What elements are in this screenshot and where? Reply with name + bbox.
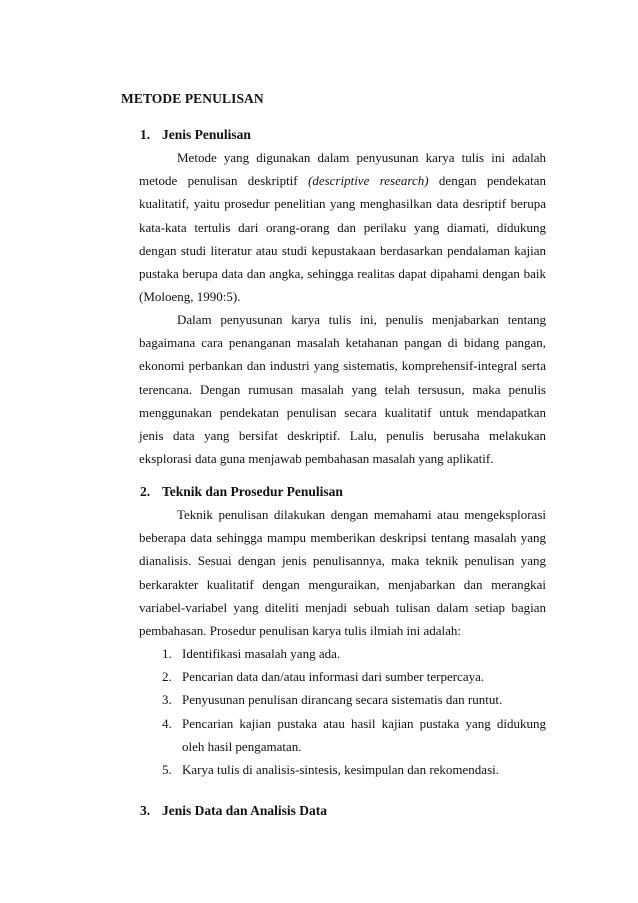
list-text: Identifikasi masalah yang ada. bbox=[182, 646, 341, 661]
list-item bbox=[162, 758, 546, 781]
section-title: Jenis Data dan Analisis Data bbox=[162, 803, 328, 818]
list-text: Pencarian kajian pustaka atau hasil kajian pustaka yang didukung oleh hasil pengamatan. bbox=[182, 715, 546, 754]
list-number: 5. bbox=[162, 762, 172, 778]
section-number: 1. bbox=[140, 127, 151, 142]
section-heading-1 bbox=[140, 127, 251, 143]
section-title: Teknik dan Prosedur Penulisan bbox=[162, 484, 343, 499]
section-number: 2. bbox=[140, 484, 151, 499]
list-number: 4. bbox=[162, 715, 172, 731]
chapter-title: METODE PENULISAN bbox=[121, 91, 264, 106]
paragraph-2 bbox=[139, 308, 546, 470]
paragraph-text: Metode yang digunakan dalam penyusunan karya tulis ini adalah metode penulisan deskriptif bbox=[139, 150, 546, 189]
list-item bbox=[162, 665, 546, 688]
list-number: 3. bbox=[162, 692, 172, 708]
paragraph-text: Dalam penyusunan karya tulis ini, penulis menjabarkan tentang bagaimana cara penanganan masalah ketahanan pangan di bidang pangan, ekonomi perbankan dan industri yang sistematis, komprehensif-integral serta terencana. Dengan rumusan masalah yang telah tersusun, maka penulis menggunakan pendekatan penulisan secara kualitatif untuk mendapatkan jenis data yang bersifat deskriptif. Lalu, penulis berusaha melakukan eksplorasi data guna menjawab pembahasan masalah yang aplikatif. bbox=[139, 312, 546, 467]
list-number: 1. bbox=[162, 646, 172, 661]
procedure-list bbox=[162, 642, 546, 781]
italic-term: (descriptive research) bbox=[307, 173, 429, 189]
list-item bbox=[162, 688, 546, 711]
section-number: 3. bbox=[140, 803, 151, 818]
list-text: Penyusunan penulisan dirancang secara sistematis dan runtut. bbox=[182, 692, 503, 708]
list-number: 2. bbox=[162, 669, 172, 685]
paragraph-1 bbox=[139, 146, 546, 308]
list-text: Karya tulis di analisis-sintesis, kesimpulan dan rekomendasi. bbox=[182, 762, 499, 778]
section-heading-2 bbox=[140, 484, 343, 500]
list-text: Pencarian data dan/atau informasi dari sumber terpercaya. bbox=[182, 669, 485, 685]
paragraph-text: dengan pendekatan kualitatif, yaitu prosedur penelitian yang menghasilkan data desriptif berupa kata-kata tertulis dari orang-orang dan perilaku yang diamati, didukung dengan studi literatur atau studi kepustakaan berdasarkan pendalaman kajian pustaka berupa data dan angka, sehingga realitas dapat dipahami dengan baik (Moloeng, 1990:5). bbox=[139, 173, 547, 305]
section-heading-3 bbox=[140, 803, 327, 819]
section-title: Jenis Penulisan bbox=[162, 127, 251, 142]
list-item bbox=[162, 642, 546, 665]
paragraph-3 bbox=[139, 503, 546, 642]
paragraph-text: Teknik penulisan dilakukan dengan memahami atau mengeksplorasi beberapa data sehingga mampu memberikan deskripsi tentang masalah yang dianalisis. Sesuai dengan jenis penulisannya, maka teknik penulisan yang berkarakter kualitatif dengan menguraikan, menjabarkan dan merangkai variabel-variabel yang diteliti menjadi sebuah tulisan dalam setiap bagian pembahasan. Prosedur penulisan karya tulis ilmiah ini adalah: bbox=[139, 507, 546, 639]
list-item bbox=[162, 712, 546, 758]
